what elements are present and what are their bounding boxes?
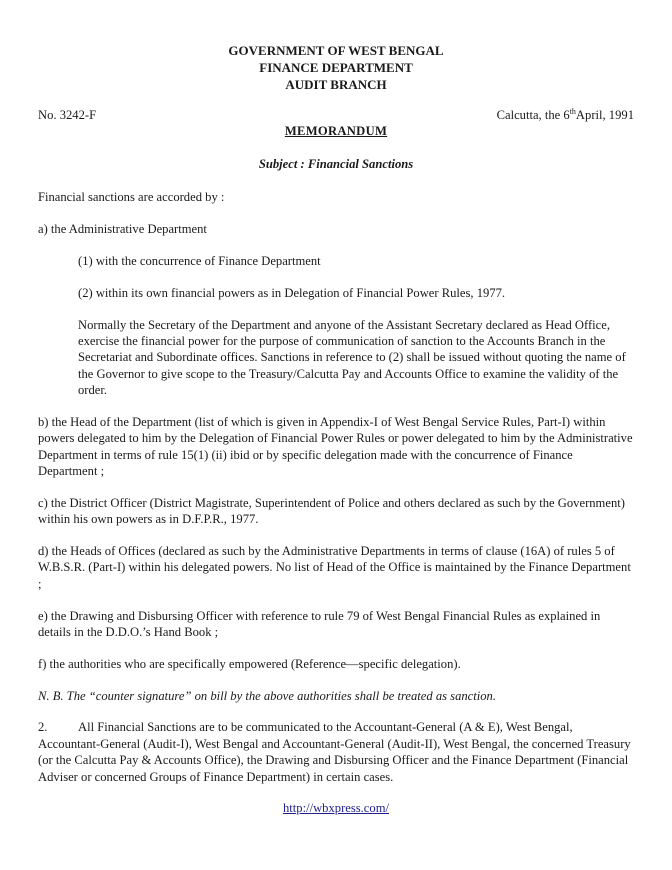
paragraph-item-d: d) the Heads of Offices (declared as such by the Administrative Departments in terms of clause (16A) of rules 5 of W.B.S.R. (Part-I) within his delegated powers. No list of Head of the Office is maintained by the Finance Department ; [38, 543, 631, 591]
place-and-date [497, 107, 634, 123]
paragraph-item-c: c) the District Officer (District Magistrate, Superintendent of Police and others declared as such by the Government) within his own powers as in D.F.P.R., 1977. [38, 495, 625, 527]
paragraph-2 [38, 719, 634, 784]
paragraph-item-b: b) the Head of the Department (list of which is given in Appendix-I of West Bengal Service Rules, Part-I) within powers delegated to him by the Delegation of Financial Power Rules or power delegated to him by the Administrative Department in terms of rule 15(1) (ii) ibid or by specific delegation made with the concurrence of Finance Department ; [38, 414, 633, 478]
date-ordinal-superscript: th [569, 106, 576, 116]
subject-row [38, 156, 634, 172]
subject-line: Subject : Financial Sanctions [258, 156, 414, 171]
paragraph-item-a: a) the Administrative Department [38, 221, 207, 236]
memo-title: MEMORANDUM [284, 124, 388, 139]
paragraph-nb: N. B. The “counter signature” on bill by the above authorities shall be treated as sanction. [38, 688, 497, 703]
paragraph-intro: Financial sanctions are accorded by : [38, 190, 225, 205]
paragraph-item-e: e) the Drawing and Disbursing Officer with reference to rule 79 of West Bengal Financial Rules as explained in details in the D.D.O.’s Hand Book ; [38, 608, 601, 639]
paragraph-sub-1: (1) with the concurrence of Finance Department [78, 253, 321, 268]
paragraph-2-number: 2. [38, 720, 48, 735]
source-link[interactable]: http://wbxpress.com/ [283, 801, 389, 816]
paragraph-sub-note: Normally the Secretary of the Department and anyone of the Assistant Secretary declared as Head Office, exercise the financial power for the purpose of communication of sanction to the Accounts Branch in the Secretariat and Subordinate offices. Sanctions in reference to (2) shall be issued without quoting the name of the Governor to give scope to the Treasury/Calcutta Pay and Accounts Office to examine the validity of the order. [78, 317, 626, 397]
paragraph-2-text: All Financial Sanctions are to be communicated to the Accountant-General (A & E), West Bengal, Accountant-General (Audit-I), West Bengal and Accountant-General (Audit-II), West Bengal, the concerned Treasury (or the Calcutta Pay & Accounts Office), the Drawing and Disbursing Officer and the Finance Department (Financial Adviser or concerned Groups of Finance Department) in certain cases. [38, 720, 631, 784]
memo-meta-row [38, 107, 634, 123]
header-branch: AUDIT BRANCH [285, 77, 387, 92]
header-department: FINANCE DEPARTMENT [259, 60, 413, 75]
memo-number: No. 3242-F [38, 108, 97, 122]
header-government: GOVERNMENT OF WEST BENGAL [228, 43, 444, 58]
place-date-suffix: April, 1991 [575, 108, 634, 122]
paragraph-sub-2: (2) within its own financial powers as in Delegation of Financial Power Rules, 1977. [78, 285, 506, 300]
memo-title-row [38, 123, 634, 139]
page-footer [38, 800, 634, 816]
paragraph-item-f: f) the authorities who are specifically empowered (Reference—specific delegation). [38, 656, 461, 671]
document-header [38, 42, 634, 93]
place-date-prefix: Calcutta, the 6 [496, 108, 570, 122]
